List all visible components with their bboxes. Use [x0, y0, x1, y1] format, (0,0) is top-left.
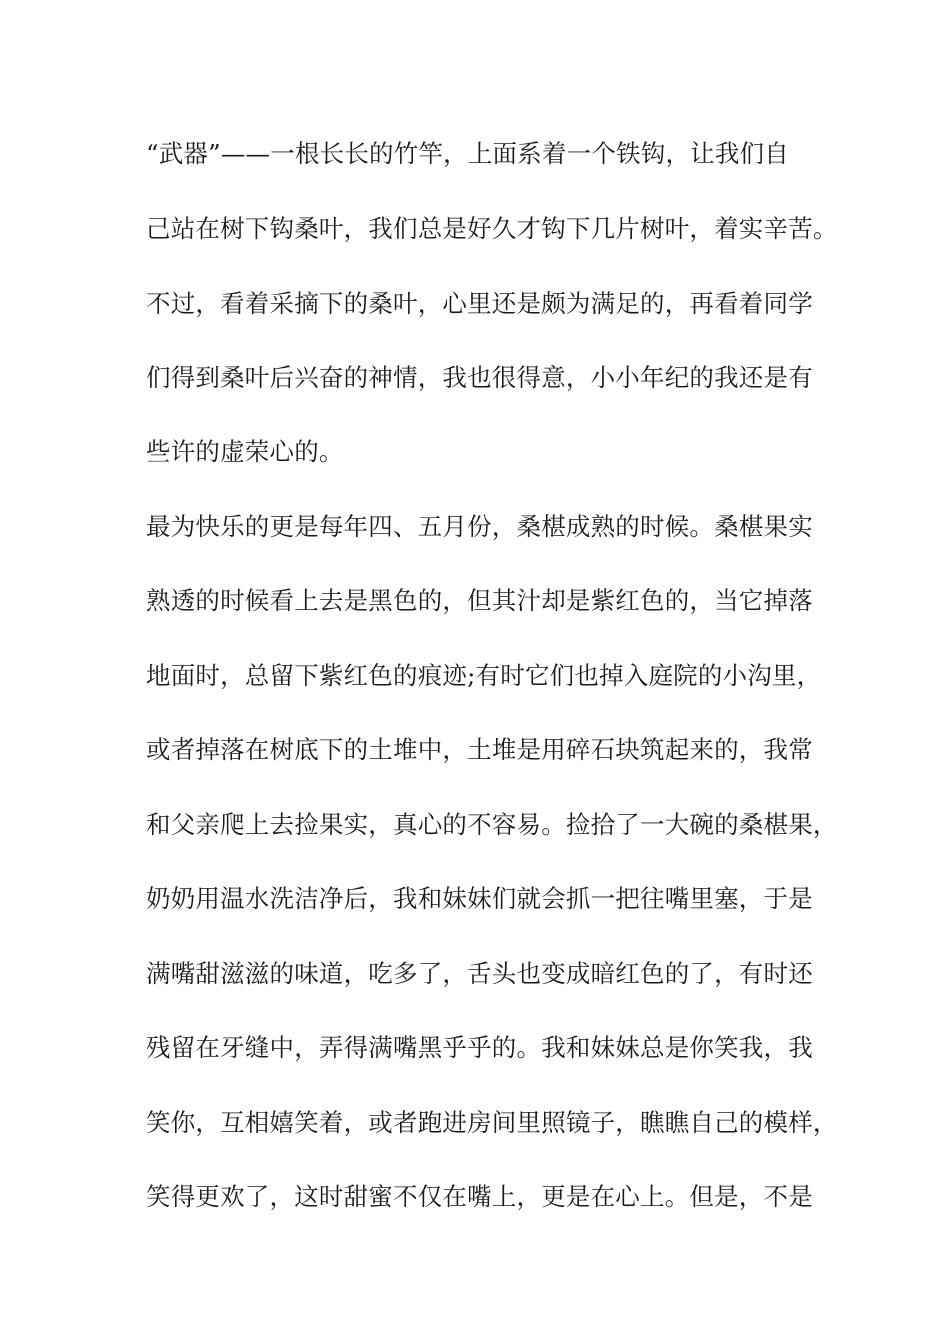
text-line: “武器”——一根长长的竹竿，上面系着一个铁钩，让我们自: [146, 139, 789, 168]
text-line: 笑得更欢了，这时甜蜜不仅在嘴上，更是在心上。但是，不是: [146, 1182, 813, 1211]
text-line: 或者掉落在树底下的土堆中，土堆是用碎石块筑起来的，我常: [146, 735, 813, 764]
text-line: 们得到桑叶后兴奋的神情，我也很得意，小小年纪的我还是有: [146, 363, 813, 392]
text-line: 熟透的时候看上去是黑色的，但其汁却是紫红色的，当它掉落: [146, 586, 813, 615]
text-line: 地面时，总留下紫红色的痕迹;有时它们也掉入庭院的小沟里，: [146, 661, 822, 690]
text-line: 满嘴甜滋滋的味道，吃多了，舌头也变成暗红色的了，有时还: [146, 959, 813, 988]
text-line: 些许的虚荣心的。: [146, 437, 344, 466]
text-line: 奶奶用温水洗洁净后，我和妹妹们就会抓一把往嘴里塞，于是: [146, 884, 813, 913]
text-line: 笑你，互相嬉笑着，或者跑进房间里照镜子，瞧瞧自己的模样，: [146, 1108, 838, 1137]
text-line: 最为快乐的更是每年四、五月份，桑椹成熟的时候。桑椹果实: [146, 512, 813, 541]
text-line: 己站在树下钩桑叶，我们总是好久才钩下几片树叶，着实辛苦。: [146, 214, 838, 243]
text-line: 残留在牙缝中，弄得满嘴黑乎乎的。我和妹妹总是你笑我，我: [146, 1033, 813, 1062]
text-line: 不过，看着采摘下的桑叶，心里还是颇为满足的，再看着同学: [146, 289, 813, 318]
text-line: 和父亲爬上去捡果实，真心的不容易。捡拾了一大碗的桑椹果，: [146, 810, 838, 839]
